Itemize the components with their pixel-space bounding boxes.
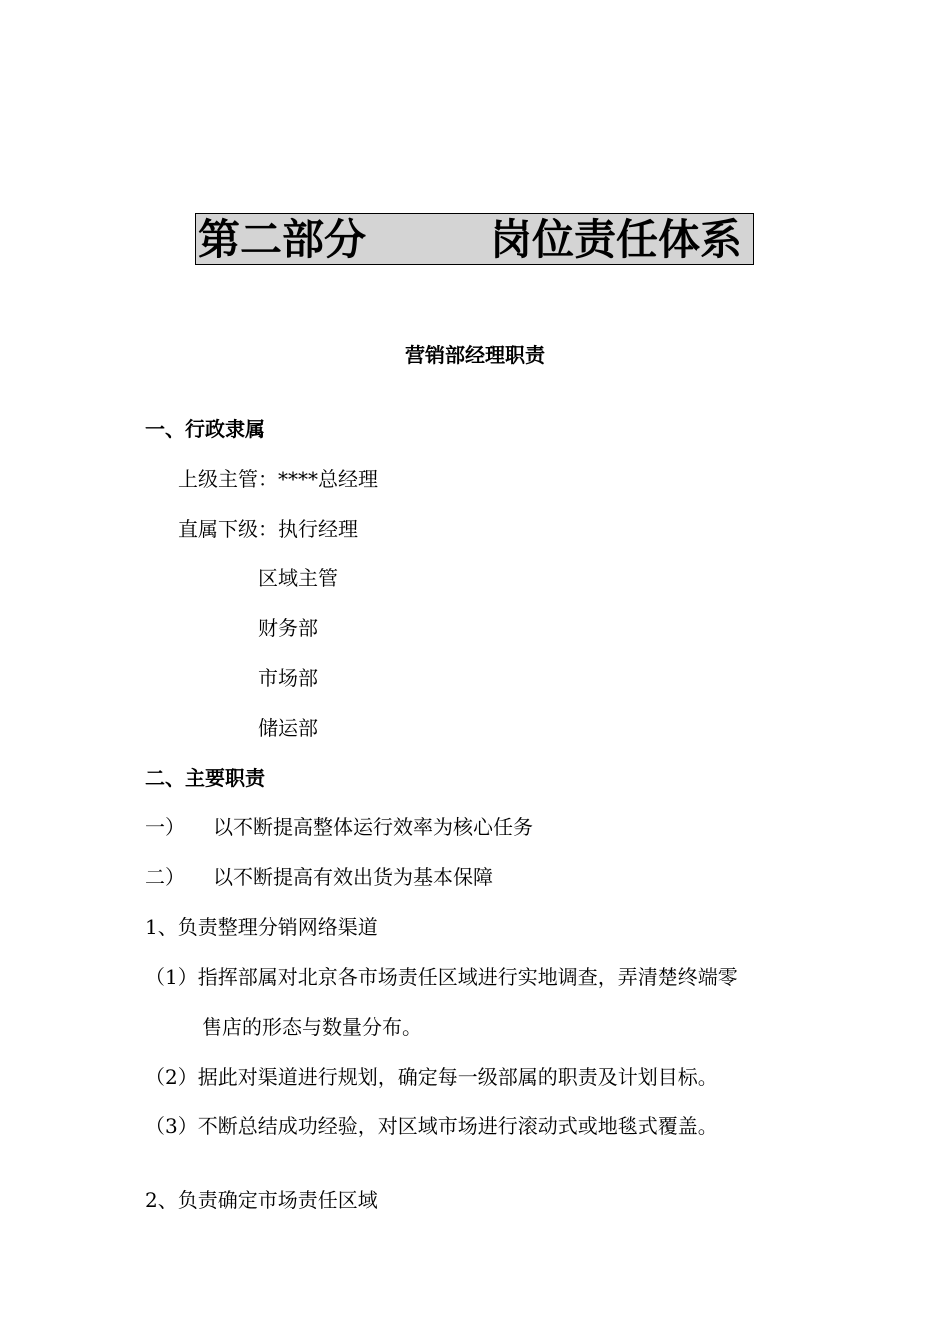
- subordinate-item: 储运部: [258, 716, 318, 740]
- subordinate-line: 直属下级：执行经理: [178, 517, 358, 541]
- principle-text: 以不断提高有效出货为基本保障: [213, 865, 493, 889]
- principle-text: 以不断提高整体运行效率为核心任务: [213, 815, 533, 839]
- section-heading-administrative: 一、行政隶属: [145, 417, 265, 441]
- principle-item: [145, 814, 533, 840]
- part-number: 第二部分: [198, 215, 367, 264]
- point-marker: （1）: [145, 965, 198, 989]
- point-text: 指挥部属对北京各市场责任区域进行实地调查，弄清楚终端零: [197, 965, 738, 989]
- principle-marker: 一）: [145, 815, 185, 839]
- duty-point-continuation: 售店的形态与数量分布。: [202, 1015, 422, 1039]
- point-marker: （2）: [145, 1065, 198, 1089]
- superior-line: 上级主管：****总经理: [178, 467, 378, 491]
- document-title: 营销部经理职责: [405, 343, 545, 367]
- duty-item-title: 2、负责确定市场责任区域: [145, 1188, 378, 1212]
- duty-point: [145, 1064, 718, 1090]
- subordinate-item: 市场部: [258, 666, 318, 690]
- point-marker: （3）: [145, 1114, 198, 1138]
- subordinate-item: 区域主管: [258, 566, 338, 590]
- duty-point: [145, 1113, 718, 1139]
- principle-marker: 二）: [145, 865, 185, 889]
- principle-item: [145, 864, 493, 890]
- subordinate-item: 财务部: [258, 616, 318, 640]
- point-text: 据此对渠道进行规划，确定每一级部属的职责及计划目标。: [197, 1065, 718, 1089]
- point-text: 不断总结成功经验，对区域市场进行滚动式或地毯式覆盖。: [197, 1114, 718, 1138]
- duty-point: [145, 964, 738, 990]
- section-heading-duties: 二、主要职责: [145, 766, 265, 790]
- part-title: 岗位责任体系: [490, 215, 743, 264]
- duty-item-title: 1、负责整理分销网络渠道: [145, 915, 378, 939]
- part-banner: [195, 213, 754, 265]
